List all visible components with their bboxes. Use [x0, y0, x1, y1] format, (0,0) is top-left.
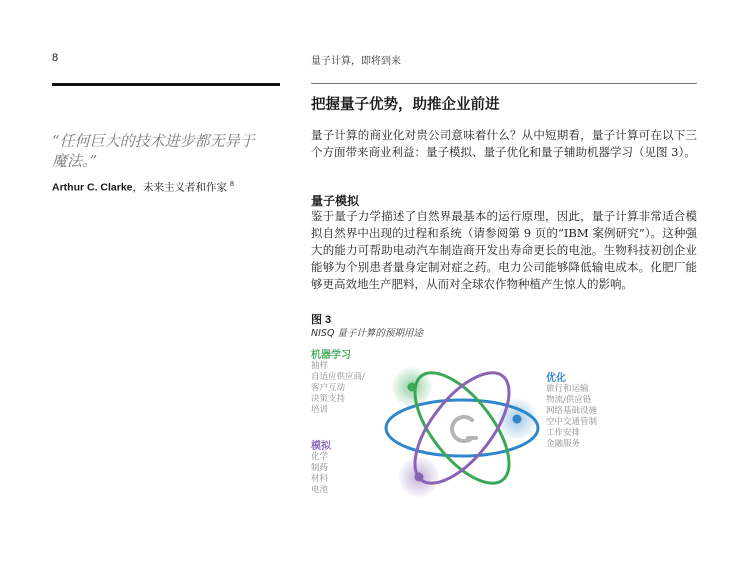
optimization-category: [546, 369, 597, 450]
list-item: 化学: [311, 452, 329, 462]
optimization-category-items: [546, 384, 597, 450]
section-title: 把握量子优势，助推企业前进: [311, 97, 500, 113]
figure-label: 图 3: [311, 314, 332, 326]
optimization-category-title: 优化: [546, 373, 566, 384]
list-item: 空中交通管制: [546, 417, 598, 427]
list-item: 材料: [311, 474, 329, 484]
list-item: 抽样: [311, 361, 329, 371]
list-item: 制药: [311, 463, 329, 473]
footnote-marker: 8: [229, 181, 234, 188]
simulation-category-title: 模拟: [311, 441, 331, 452]
quote-attribution: [52, 178, 234, 195]
list-item: 金融服务: [546, 439, 581, 449]
page-number: 8: [52, 52, 59, 64]
list-item: 网络基础设施: [546, 406, 598, 416]
simulation-node: [415, 473, 424, 482]
intro-paragraph: 量子计算的商业化对贵公司意味着什么？从中短期看，量子计算可在以下三个方面带来商业利益：量子模拟、量子优化和量子辅助机器学习（见图 3）。: [311, 128, 697, 159]
optimization-node: [513, 415, 522, 424]
ml-category-items: [311, 361, 365, 416]
right-divider: [311, 83, 697, 84]
ml-category-title: 机器学习: [311, 350, 351, 361]
left-divider: [52, 83, 280, 86]
pull-quote: “任何巨大的技术进步都无异于魔法。”: [52, 132, 255, 170]
quantum-atom-diagram: [380, 360, 550, 510]
simulation-paragraph: 鉴于量子力学描述了自然界最基本的运行原理，因此，量子计算非常适合模拟自然界中出现的过程和系统（请参阅第 9 页的“IBM 案例研究”）。这种强大的能力可帮助电动汽车制造商开发出寿命更长的电池。生物科技初创企业能够为个别患者量身定制对症之药。电力公司能够降低输电成本。化肥厂能够更高效地生产肥料，从而对全球农作物种植产生惊人的影响。: [311, 209, 697, 291]
quote-author-desc: ，未来主义者和作家: [132, 181, 228, 194]
ml-node: [408, 383, 417, 392]
simulation-category-items: [311, 452, 331, 496]
list-item: 物流/供应链: [546, 395, 592, 405]
simulation-category: [311, 437, 331, 496]
ibm-quantum-logo-icon: [452, 417, 476, 441]
list-item: 旅行和运输: [546, 384, 589, 394]
ml-category: [311, 346, 365, 416]
subsection-title: 量子模拟: [311, 194, 360, 208]
quote-author: Arthur C. Clarke: [52, 181, 133, 194]
figure-caption: NISQ 量子计算的预期用途: [311, 328, 423, 339]
list-item: 决策支持: [311, 394, 346, 404]
list-item: 电池: [311, 485, 329, 495]
running-head: 量子计算，即将到来: [311, 56, 401, 67]
list-item: 自适应供应商/: [311, 372, 365, 382]
list-item: 工作安排: [546, 428, 581, 438]
list-item: 客户互动: [311, 383, 346, 393]
list-item: 培训: [311, 405, 329, 415]
